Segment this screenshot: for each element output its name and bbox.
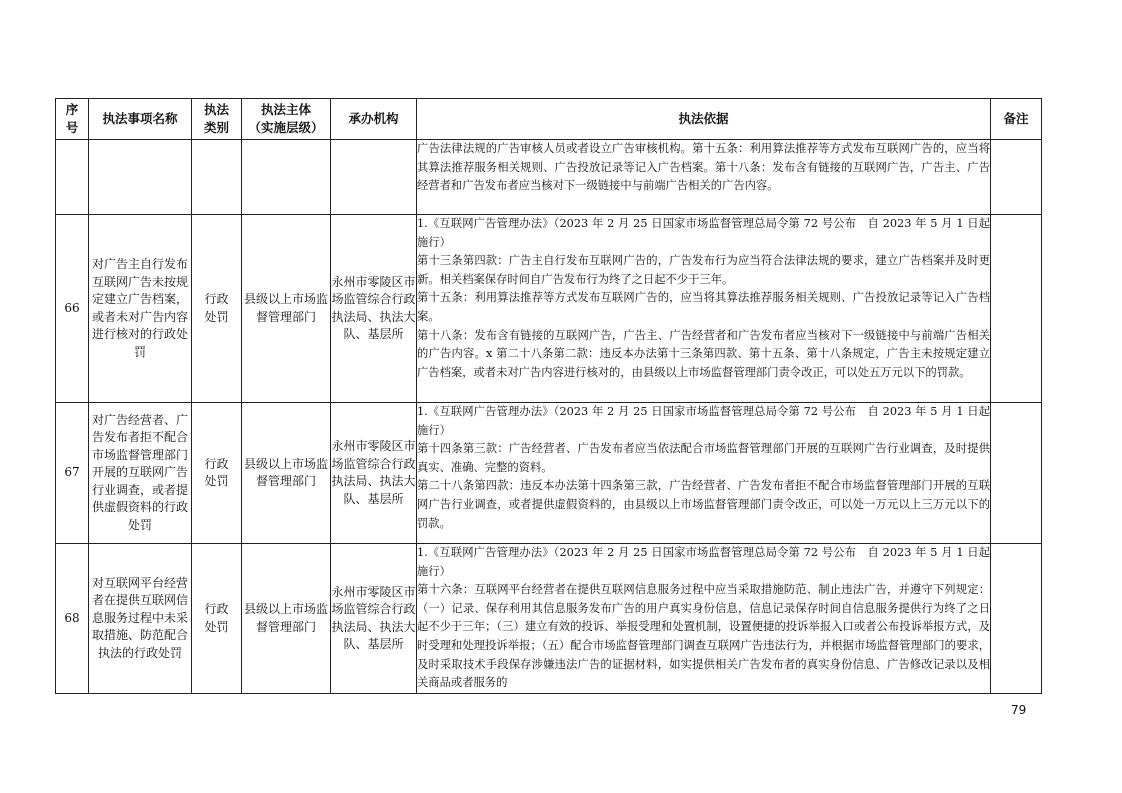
row-agency: 永州市零陵区市场监管综合行政执法局、执法大队、基层所 — [331, 403, 417, 544]
row-subject — [242, 140, 331, 215]
row-no — [56, 140, 89, 215]
row-subject: 县级以上市场监督管理部门 — [242, 544, 331, 694]
header-basis: 执法依据 — [417, 99, 991, 140]
row-remarks — [991, 544, 1042, 694]
row-no: 66 — [56, 215, 89, 403]
row-category: 行政 处罚 — [192, 403, 242, 544]
row-name: 对广告经营者、广告发布者拒不配合市场监督管理部门开展的互联网广告行业调查，或者提供虚假资料的行政处罚 — [89, 403, 192, 544]
row-remarks — [991, 215, 1042, 403]
row-subject: 县级以上市场监督管理部门 — [242, 403, 331, 544]
row-category — [192, 140, 242, 215]
row-name: 对广告主自行发布互联网广告未按规定建立广告档案，或者未对广告内容进行核对的行政处罚 — [89, 215, 192, 403]
row-name: 对互联网平台经营者在提供互联网信息服务过程中未采取措施、防范配合执法的行政处罚 — [89, 544, 192, 694]
row-subject: 县级以上市场监督管理部门 — [242, 215, 331, 403]
row-basis: 1.《互联网广告管理办法》（2023 年 2 月 25 日国家市场监督管理总局令第 72 号公布 自 2023 年 5 月 1 日起施行） 第十六条：互联网平台经营者在提供互联网信息服务过程中应当采取措施防范、制止违法广告，并遵守下列规定：（一）记录、保存利用其信息服务发布广告的用户真实身份信息，信息记录保存时间自信息服务提供行为终了之日起不少于三年；（三）建立有效的投诉、举报受理和处置机制，设置便捷的投诉举报入口或者公布投诉举报方式，及时受理和处理投诉举报；（五）配合市场监督管理部门调查互联网广告违法行为，并根据市场监督管理部门的要求，及时采取技术手段保存涉嫌违法广告的证据材料，如实提供相关广告发布者的真实身份信息、广告修改记录以及相关商品或者服务的 — [417, 544, 991, 694]
row-category: 行政 处罚 — [192, 215, 242, 403]
row-no: 67 — [56, 403, 89, 544]
table-row — [56, 544, 1042, 694]
row-basis: 广告法律法规的广告审核人员或者设立广告审核机构。第十五条：利用算法推荐等方式发布互联网广告的，应当将其算法推荐服务相关规则、广告投放记录等记入广告档案。第十八条：发布含有链接的互联网广告，广告主、广告经营者和广告发布者应当核对下一级链接中与前端广告相关的广告内容。 — [417, 140, 991, 215]
table-row — [56, 215, 1042, 403]
row-agency — [331, 140, 417, 215]
row-basis: 1.《互联网广告管理办法》（2023 年 2 月 25 日国家市场监督管理总局令第 72 号公布 自 2023 年 5 月 1 日起施行） 第十四条第三款：广告经营者、广告发布者应当依法配合市场监督管理部门开展的互联网广告行业调查，及时提供真实、准确、完整的资料。 第二十八条第四款：违反本办法第十四条第三款，广告经营者、广告发布者拒不配合市场监督管理部门开展的互联网广告行业调查，或者提供虚假资料的，由县级以上市场监督管理部门责令改正，可以处一万元以上三万元以下的罚款。 — [417, 403, 991, 544]
header-agency: 承办机构 — [331, 99, 417, 140]
header-remarks: 备注 — [991, 99, 1042, 140]
header-name: 执法事项名称 — [89, 99, 192, 140]
row-agency: 永州市零陵区市场监管综合行政执法局、执法大队、基层所 — [331, 544, 417, 694]
table-row — [56, 403, 1042, 544]
header-no: 序 号 — [56, 99, 89, 140]
enforcement-table — [55, 98, 1042, 694]
header-category: 执法 类别 — [192, 99, 242, 140]
header-row — [56, 99, 1042, 140]
table-row — [56, 140, 1042, 215]
row-basis: 1.《互联网广告管理办法》（2023 年 2 月 25 日国家市场监督管理总局令第 72 号公布 自 2023 年 5 月 1 日起施行） 第十三条第四款：广告主自行发布互联网广告的，广告发布行为应当符合法律法规的要求，建立广告档案并及时更新。相关档案保存时间自广告发布行为终了之日起不少于三年。 第十五条：利用算法推荐等方式发布互联网广告的，应当将其算法推荐服务相关规则、广告投放记录等记入广告档案。 第十八条：发布含有链接的互联网广告，广告主、广告经营者和广告发布者应当核对下一级链接中与前端广告相关的广告内容。x 第二十八条第二款：违反本办法第十三条第四款、第十五条、第十八条规定，广告主未按规定建立广告档案，或者未对广告内容进行核对的，由县级以上市场监督管理部门责令改正，可以处五万元以下的罚款。 — [417, 215, 991, 403]
row-name — [89, 140, 192, 215]
page-number: 79 — [1011, 703, 1027, 717]
row-remarks — [991, 140, 1042, 215]
header-subject: 执法主体 （实施层级） — [242, 99, 331, 140]
row-remarks — [991, 403, 1042, 544]
row-no: 68 — [56, 544, 89, 694]
row-category: 行政 处罚 — [192, 544, 242, 694]
row-agency: 永州市零陵区市场监管综合行政执法局、执法大队、基层所 — [331, 215, 417, 403]
